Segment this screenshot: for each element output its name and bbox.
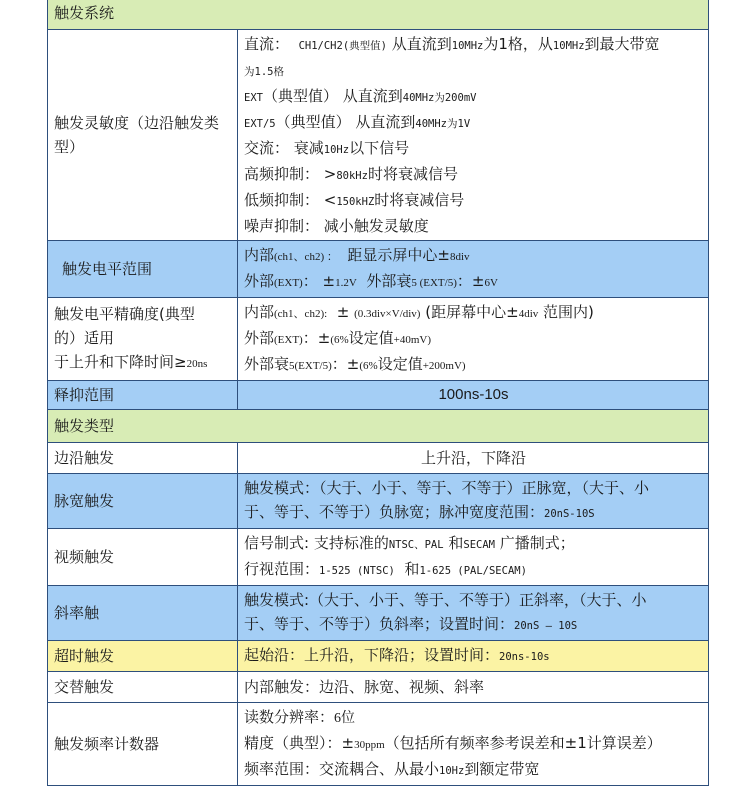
row-value [238,641,709,672]
text: (6% [359,360,378,372]
text: 触发模式:（大于、小于、等于、不等于）正斜率，（大于、小 [244,591,647,609]
table-row-counter [48,703,709,786]
text: 于、等于、不等于）负脉宽；脉冲宽度范围： [244,503,545,521]
row-label: 触发电平范围 [48,241,238,298]
text: 触发电平精确度(典型 [54,305,195,323]
text: 外部 [244,329,275,347]
text: 广播制式； [499,534,575,552]
text: 4div [518,308,539,320]
table-row-slope [48,586,709,641]
text: (6% [330,334,349,346]
section-title: 触发系统 [48,0,709,30]
text: EXT [244,92,263,104]
text: 的）适用 [54,329,115,347]
text: 到最大带宽 [584,35,660,53]
text: 距显示屏中心± [347,246,450,264]
spec-table [47,0,709,786]
text: 内部 [244,303,275,321]
text: 为1.5格 [244,66,284,78]
text: 低频抑制： < [244,191,337,209]
text: 直流： [244,35,290,53]
text: 起始沿：上升沿，下降沿；设置时间： [244,646,500,664]
text: 时将衰减信号 [374,191,465,209]
text: +40mV) [393,334,432,346]
text: 1-625 (PAL/SECAM) [419,565,527,577]
table-row-holdoff [48,381,709,410]
row-label: 超时触发 [48,641,238,672]
text: 设定值 [348,329,394,347]
table-row-sensitivity [48,30,709,241]
text: CH1/CH2(典型值) [298,40,387,52]
row-value [238,586,709,641]
text: ：± [331,355,360,373]
row-label: 交替触发 [48,672,238,703]
text: （包括所有频率参考误差和±1计算误差） [384,734,662,752]
row-label: 视频触发 [48,529,238,586]
table-row-level-accuracy [48,298,709,381]
text: 150kHZ [336,196,375,208]
text: 20ns-10s [499,651,550,663]
text: 高频抑制： > [244,165,337,183]
text: 1-525 (NTSC) [319,565,395,577]
text: 设定值 [377,355,423,373]
table-row-edge [48,443,709,474]
text: EXT/5 [244,118,276,130]
text: 读数分辨率： [244,708,335,726]
text: (距屏幕中心± [425,303,519,321]
row-value [238,298,709,381]
text: 20nS-10S [544,508,595,520]
row-value [238,474,709,529]
text: 为1格，从 [483,35,553,53]
text: 行视范围： [244,560,320,578]
section-title: 触发类型 [48,410,709,443]
text: 交流： 衰减 [244,139,324,157]
text: 于上升和下降时间≥ [54,353,187,371]
text: 噪声抑制： 减小触发灵敏度 [244,217,429,235]
table-row-alternate [48,672,709,703]
text: 6位 [334,711,356,726]
row-label: 释抑范围 [48,381,238,410]
text: 以下信号 [349,139,410,157]
row-value [238,30,709,241]
text: 精度（典型）：± [244,734,355,752]
text: 时将衰减信号 [367,165,458,183]
section-header-trigger-system [48,0,709,30]
row-value: 100ns-10s [238,381,709,410]
row-value [238,703,709,786]
text: 和 [404,560,420,578]
table-row-pulse [48,474,709,529]
text: 和 [448,534,464,552]
table-row-video [48,529,709,586]
text: 40MHz为1V [415,118,471,130]
text: 触发模式：（大于、小于、等于、不等于）正脉宽，（大于、小 [244,479,650,497]
text: (0.3div×V/div) [354,308,421,320]
text: 1.2V [335,277,357,289]
text: 10MHz [451,40,484,52]
text: 于、等于、不等于）负斜率；设置时间： [244,615,515,633]
text: 20ns [186,358,208,370]
text: 从直流到 [391,35,452,53]
row-value [238,529,709,586]
row-label: 斜率触 [48,586,238,641]
row-value: 内部触发：边沿、脉宽、视频、斜率 [238,672,709,703]
row-label: 触发频率计数器 [48,703,238,786]
text: 6V [484,277,498,289]
text: （典型值） 从直流到 [275,113,416,131]
text: 内部 [244,246,275,264]
text: 5(EXT/5) [289,360,332,372]
text: ： ± [302,272,336,290]
text: 10Hz [323,144,350,156]
row-label [48,298,238,381]
row-label: 脉宽触发 [48,474,238,529]
row-value [238,241,709,298]
text: 信号制式: 支持标准的 [244,534,389,552]
text: 外部衰 [244,355,290,373]
row-label: 触发灵敏度（边沿触发类型） [48,30,238,241]
text: 8div [449,251,470,263]
text: 外部衰 [366,272,412,290]
text: (ch1、ch2) ： [274,251,338,263]
text: ：± [302,329,331,347]
text: 30ppm [354,739,385,751]
text: 频率范围：交流耦合、从最小 [244,760,440,778]
text: (EXT) [274,334,303,346]
text: 5 (EXT/5) [411,277,457,289]
text: 10MHz [552,40,585,52]
row-value: 上升沿，下降沿 [238,443,709,474]
text: （典型值） 从直流到 [262,87,403,105]
section-header-trigger-types [48,410,709,443]
row-label: 边沿触发 [48,443,238,474]
text: 80kHz [336,170,368,182]
text: 外部 [244,272,275,290]
table-row-timeout [48,641,709,672]
text: 40MHz为200mV [402,92,477,104]
text: 范围内) [538,303,594,321]
text: 10Hz [439,765,465,777]
text: SECAM [463,539,495,551]
text: +200mV) [422,360,466,372]
text: NTSC、PAL [388,539,444,551]
text: 到额定带宽 [464,760,540,778]
text: (ch1、ch2): [274,308,328,320]
text: ：± [456,272,485,290]
text: (EXT) [274,277,303,289]
table-row-level-range [48,241,709,298]
text: ± [336,303,350,321]
text: 20nS – 10S [514,620,578,632]
